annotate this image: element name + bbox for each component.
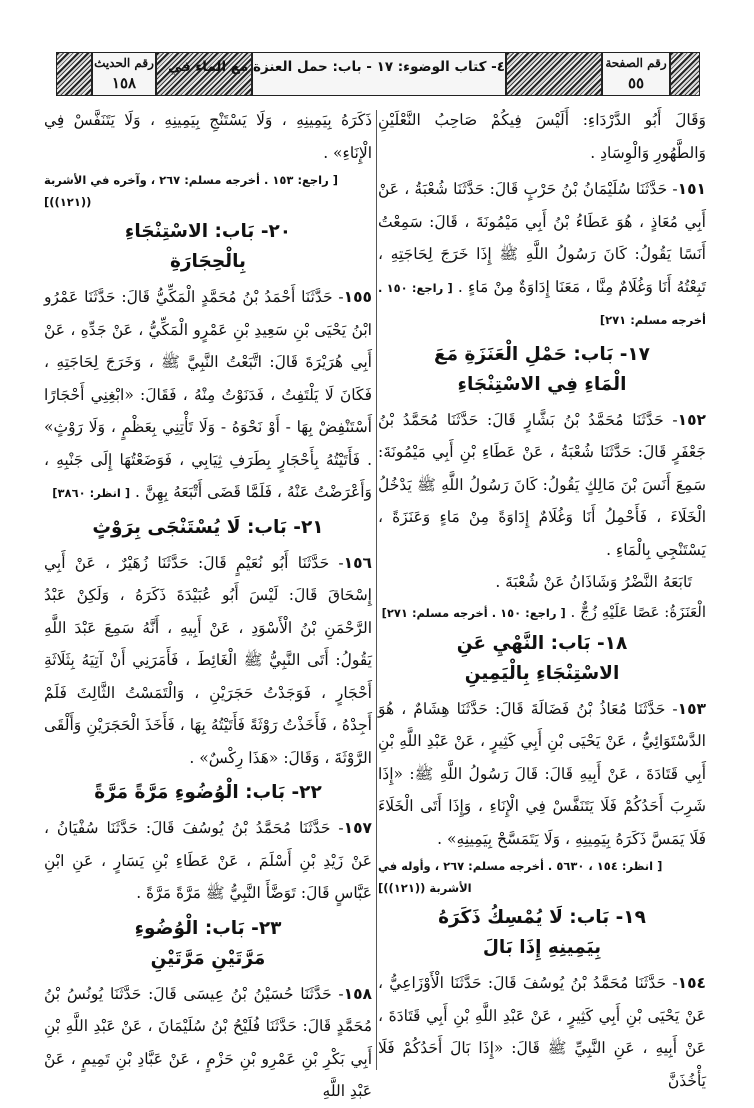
hadith-157-number: ١٥٧ xyxy=(343,819,372,837)
hadith-number: ١٥٨ xyxy=(111,74,137,92)
hadith-157-text: - حَدَّثَنَا مُحَمَّدُ بْنُ يُوسُفَ قَالَ: حَدَّثَنَا سُفْيَانُ ، عَنْ زَيْدِ بْنِ أَسْلَمَ ، عَنْ عَطَاءِ بْنِ يَسَارٍ ، عَنِ ابْنِ عَبَّاسٍ قَالَ: تَوَضَّأَ النَّبِيُّ ﷺ مَرَّةً مَرَّةً . xyxy=(44,819,372,902)
hadith-156-number: ١٥٦ xyxy=(343,553,372,572)
hadith-155-reference: [ انظر: ٣٨٦٠] xyxy=(52,486,131,500)
left-column xyxy=(44,104,372,1100)
header-title-box xyxy=(168,52,506,96)
bab-20-heading xyxy=(44,217,372,277)
hadith-151-number: ١٥١ xyxy=(677,180,706,198)
hadith-153-reference: [ انظر: ١٥٤ ، ٥٦٣٠ . أخرجه مسلم: ٢٦٧ ، وأوله في الأشربة ((١٢١))] xyxy=(378,859,663,895)
continuation-154: ذَكَرَهُ بِيَمِينِهِ ، وَلَا يَسْتَنْجِ بِيَمِينِهِ ، وَلَا يَتَنَفَّسْ فِي الْإِنَاءِ» . xyxy=(44,111,372,162)
hadith-153 xyxy=(378,693,706,856)
bab-23-heading xyxy=(44,914,372,974)
hadith-151-text: - حَدَّثَنَا سُلَيْمَانُ بْنُ حَرْبٍ قَالَ: حَدَّثَنَا شُعْبَةُ ، عَنْ أَبِي مُعَاذٍ ، هُوَ عَطَاءُ بْنُ أَبِي مَيْمُونَةَ ، قَالَ: سَمِعْتُ أَنَسًا يَقُولُ: كَانَ رَسُولُ اللَّهِ ﷺ إِذَا خَرَجَ لِحَاجَتِهِ ، تَبِعْتُهُ أَنَا وَغُلَامٌ مِنَّا ، مَعَنَا إِدَاوَةٌ مِنْ مَاءٍ . xyxy=(378,180,706,296)
page-number-box xyxy=(602,52,670,96)
hadith-155 xyxy=(44,281,372,509)
bab-23-line2: مَرَّتَيْنِ مَرَّتَيْنِ xyxy=(150,947,266,969)
page-number: ٥٥ xyxy=(627,74,645,92)
hadith-151 xyxy=(378,173,706,336)
hadith-158-number: ١٥٨ xyxy=(343,984,372,1003)
hadith-156 xyxy=(44,547,372,775)
bab-20-line2: بِالْحِجَارَةِ xyxy=(169,251,247,272)
hadith-158-text: - حَدَّثَنَا حُسَيْنُ بْنُ عِيسَى قَالَ: حَدَّثَنَا يُونُسُ بْنُ مُحَمَّدٍ قَالَ: حَدَّثَنَا فُلَيْحُ بْنُ سُلَيْمَانَ ، عَنْ عَبْدِ اللَّهِ بْنِ أَبِي بَكْرِ بْنِ عَمْرِو بْنِ حَزْمٍ ، عَنْ عَبَّادِ بْنِ تَمِيمٍ ، عَنْ عَبْدِ اللَّهِ xyxy=(44,984,372,1100)
hadith-152-follow: تَابَعَهُ النَّضْرُ وَشَاذَانُ عَنْ شُعْبَةَ . xyxy=(495,573,692,591)
running-header xyxy=(56,52,700,100)
bab-19-heading xyxy=(378,903,706,963)
hadith-number-label: رقم الحديث xyxy=(94,56,154,70)
hadith-153-number: ١٥٣ xyxy=(677,699,706,718)
bab-19-line2: بِيَمِينِهِ إِذَا بَالَ xyxy=(482,937,602,958)
right-column xyxy=(378,104,706,1090)
bab-18-heading xyxy=(378,629,706,689)
bab-17-line1: ١٧- بَاب: حَمْلِ الْعَنَزَةِ مَعَ xyxy=(434,343,650,365)
header-ornament-right xyxy=(670,52,700,96)
bab-18-line2: الاسْتِنْجَاءِ بِالْيَمِينِ xyxy=(464,662,620,684)
hadith-154-text: - حَدَّثَنَا مُحَمَّدُ بْنُ يُوسُفَ قَالَ: حَدَّثَنَا الْأَوْزَاعِيُّ ، عَنْ يَحْيَى بْنِ أَبِي كَثِيرٍ ، عَنْ عَبْدِ اللَّهِ بْنِ أَبِي قَتَادَةَ ، عَنْ أَبِيهِ ، عَنِ النَّبِيِّ ﷺ قَالَ: «إِذَا بَالَ أَحَدُكُمْ فَلَا يَأْخُذَنَّ xyxy=(378,974,706,1090)
bab-21-line1: ٢١- بَاب: لَا يُسْتَنْجَى بِرَوْثٍ xyxy=(92,516,324,538)
bab-22-heading xyxy=(44,778,372,808)
hadith-155-number: ١٥٥ xyxy=(343,288,372,306)
hadith-152 xyxy=(378,404,706,567)
bab-19-line1: ١٩- بَاب: لَا يُمْسِكُ ذَكَرَهُ xyxy=(438,907,646,928)
bab-18-line1: ١٨- بَاب: النَّهْيِ عَنِ xyxy=(456,632,628,654)
hadith-155-text: - حَدَّثَنَا أَحْمَدُ بْنُ مُحَمَّدٍ الْمَكِّيُّ قَالَ: حَدَّثَنَا عَمْرُو ابْنُ يَحْيَى بْنِ سَعِيدِ بْنِ عَمْرٍو الْمَكِّيُّ ، عَنْ جَدِّهِ ، عَنْ أَبِي هُرَيْرَةَ قَالَ: اتَّبَعْتُ النَّبِيَّ ﷺ ، وَخَرَجَ لِحَاجَتِهِ ، فَكَانَ لَا يَلْتَفِتُ ، فَدَنَوْتُ مِنْهُ ، فَقَالَ: «ابْغِنِي أَحْجَارًا أَسْتَنْفِضْ بِهَا - أَوْ نَحْوَهُ - وَلَا تَأْتِنِي بِعَظْمٍ ، وَلَا رَوْثٍ» . فَأَتَيْتُهُ بِأَحْجَارٍ بِطَرَفِ ثِيَابِي ، فَوَضَعْتُهَا إِلَى جَنْبِهِ ، وَأَعْرَضْتُ عَنْهُ ، فَلَمَّا قَضَى أَتْبَعَهُ بِهِنَّ . xyxy=(44,288,372,501)
bab-17-heading xyxy=(378,340,706,400)
hadith-151-reference: [ راجع: ١٥٠ . أخرجه مسلم: ٢٧١] xyxy=(378,280,706,327)
hadith-153-text: - حَدَّثَنَا مُعَاذُ بْنُ فَضَالَةَ قَالَ: حَدَّثَنَا هِشَامٌ ، هُوَ الدَّسْتَوَائِيُّ ، عَنْ يَحْيَى بْنِ أَبِي كَثِيرٍ ، عَنْ عَبْدِ اللَّهِ بْنِ أَبِي قَتَادَةَ ، عَنْ أَبِيهِ قَالَ: قَالَ رَسُولُ اللَّهِ ﷺ: «إِذَا شَرِبَ أَحَدُكُمْ فَلَا يَتَنَفَّسْ فِي الْإِنَاءِ ، وَإِذَا أَتَى الْخَلَاءَ فَلَا يَمَسَّ ذَكَرَهُ بِيَمِينِهِ ، وَلَا يَتَمَسَّحْ بِيَمِينِهِ» . xyxy=(378,699,706,848)
chapter-running-title: ٤- كتاب الوضوء: ١٧ - باب: حمل العنزة مع الماء في xyxy=(168,59,505,75)
bab-20-line1: ٢٠- بَاب: الاسْتِنْجَاءِ xyxy=(124,221,292,242)
hadith-152-note xyxy=(378,599,706,625)
hadith-152-note-text: الْعَنَزَةُ: عَصًا عَلَيْهِ زُجٌّ . xyxy=(570,602,706,621)
hadith-158 xyxy=(44,978,372,1108)
bab-21-heading xyxy=(44,513,372,543)
hadith-156-text: - حَدَّثَنَا أَبُو نُعَيْمٍ قَالَ: حَدَّثَنَا زُهَيْرٌ ، عَنْ أَبِي إِسْحَاقَ قَالَ: لَيْسَ أَبُو عُبَيْدَةَ ذَكَرَهُ ، وَلَكِنْ عَبْدُ الرَّحْمَنِ بْنُ الْأَسْوَدِ ، عَنْ أَبِيهِ ، أَنَّهُ سَمِعَ عَبْدَ اللَّهِ يَقُولُ: أَتَى النَّبِيُّ ﷺ الْغَائِطَ ، فَأَمَرَنِي أَنْ آتِيَهُ بِثَلَاثَةِ أَحْجَارٍ ، فَوَجَدْتُ حَجَرَيْنِ ، وَالْتَمَسْتُ الثَّالِثَ فَلَمْ أَجِدْهُ ، فَأَخَذْتُ رَوْثَةً فَأَتَيْتُهُ بِهَا ، فَأَخَذَ الْحَجَرَيْنِ وَأَلْقَى الرَّوْثَةَ ، وَقَالَ: «هَذَا رِكْسٌ» . xyxy=(44,553,372,767)
continuation-text: وَقَالَ أَبُو الدَّرْدَاءِ: أَلَيْسَ فِيكُمْ صَاحِبُ النَّعْلَيْنِ وَالطَّهُورِ وَالْوِسَادِ . xyxy=(378,111,706,162)
bab-22-line1: ٢٢- بَاب: الْوُضُوءِ مَرَّةً مَرَّةً xyxy=(94,782,322,803)
page-number-label: رقم الصفحة xyxy=(605,56,667,70)
hadith-157 xyxy=(44,812,372,910)
hadith-152-number: ١٥٢ xyxy=(677,410,706,429)
continuation-154-reference: [ راجع: ١٥٣ . أخرجه مسلم: ٢٦٧ ، وآخره في الأشربة ((١٢١))] xyxy=(44,173,339,209)
bab-23-line1: ٢٣- بَاب: الْوُضُوءِ xyxy=(134,917,282,939)
hadith-154 xyxy=(378,967,706,1097)
header-ornament-right-inner xyxy=(506,52,602,96)
hadith-152-reference: [ راجع: ١٥٠ . أخرجه مسلم: ٢٧١] xyxy=(381,605,566,620)
bab-17-line2: الْمَاءِ فِي الاسْتِنْجَاءِ xyxy=(457,373,627,395)
hadith-number-box xyxy=(92,52,156,96)
header-ornament-left xyxy=(56,52,92,96)
hadith-154-number: ١٥٤ xyxy=(677,974,706,992)
hadith-152-text: - حَدَّثَنَا مُحَمَّدُ بْنُ بَشَّارٍ قَالَ: حَدَّثَنَا مُحَمَّدُ بْنُ جَعْفَرٍ قَالَ: حَدَّثَنَا شُعْبَةُ ، عَنْ عَطَاءِ بْنِ أَبِي مَيْمُونَةَ: سَمِعَ أَنَسَ بْنَ مَالِكٍ يَقُولُ: كَانَ رَسُولُ اللَّهِ ﷺ يَدْخُلُ الْخَلَاءَ ، فَأَحْمِلُ أَنَا وَغُلَامٌ إِدَاوَةً مِنْ مَاءٍ وَعَنَزَةً ، يَسْتَنْجِي بِالْمَاءِ . xyxy=(378,410,706,559)
column-divider xyxy=(376,110,377,1070)
